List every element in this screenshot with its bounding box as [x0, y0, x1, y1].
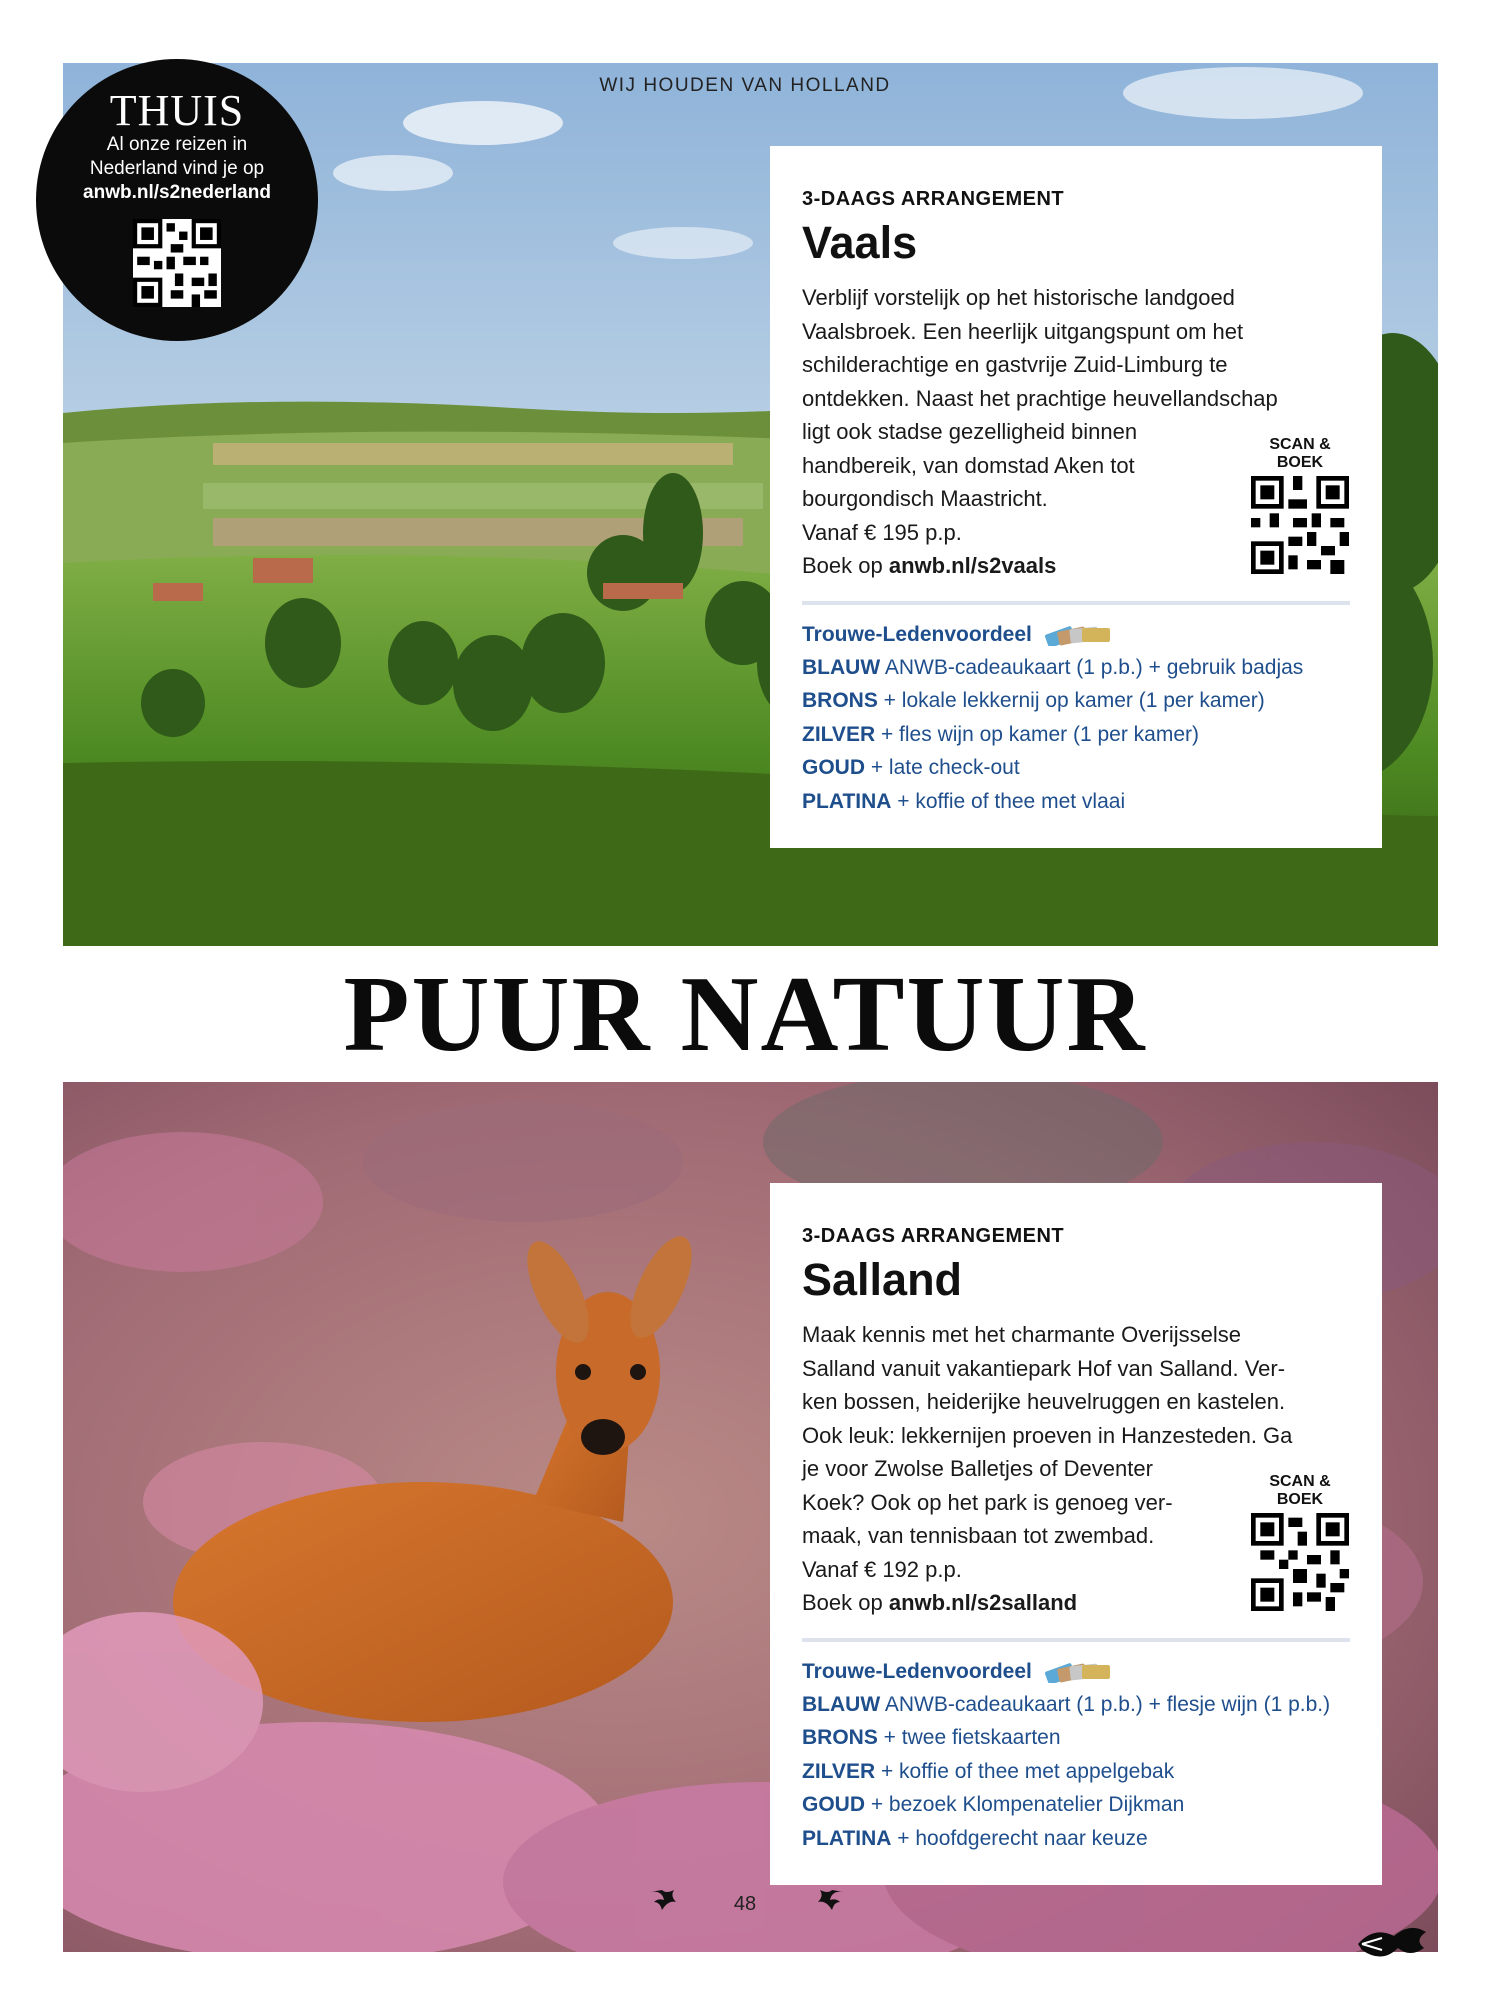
- offer-title: Vaals: [802, 217, 918, 268]
- badge-title: THUIS: [109, 86, 245, 135]
- perk-tier: BRONS: [802, 689, 878, 712]
- offer-body-line: je voor Zwolse Balletjes of Deventer: [802, 1456, 1153, 1481]
- perk-tier: ZILVER: [802, 1759, 876, 1783]
- perk-row: [802, 751, 1350, 785]
- perk-tier: GOUD: [802, 1793, 865, 1816]
- offer-body-line: Ook leuk: lekkernijen proeven in Hanzesteden. Ga: [802, 1422, 1293, 1448]
- perks-title: [802, 619, 1350, 651]
- perk-text: + hoofdgerecht naar keuze: [891, 1826, 1148, 1850]
- offer-body-line: handbereik, van domstad Aken tot: [802, 452, 1135, 478]
- perks-title-text: Trouwe-Ledenvoordeel: [802, 1659, 1032, 1683]
- offer-card-vaals: [770, 146, 1382, 848]
- badge-line-1: Al onze reizen in: [106, 134, 248, 155]
- offer-body-line: Verblijf vorstelijk op het historische landgoed: [802, 285, 1235, 310]
- perk-text: ANWB-cadeaukaart (1 p.b.) + flesje wijn (1 p.b.): [880, 1692, 1331, 1716]
- scan-label-1: SCAN &: [1269, 436, 1331, 453]
- perk-text: ANWB-cadeaukaart (1 p.b.) + gebruik badjas: [880, 655, 1304, 679]
- perk-tier: BLAUW: [802, 655, 881, 679]
- perk-tier: PLATINA: [802, 1826, 892, 1850]
- offer-body-line: ontdekken. Naast het prachtige heuvellandschap: [802, 385, 1278, 411]
- scan-and-book[interactable]: [1250, 1473, 1350, 1616]
- scan-label-1: SCAN &: [1269, 1473, 1331, 1490]
- page-headline: PUUR NATUUR: [343, 955, 1147, 1074]
- qr-code-icon[interactable]: [1251, 476, 1349, 574]
- qr-code-icon[interactable]: [133, 219, 221, 307]
- scan-and-book[interactable]: [1250, 436, 1350, 579]
- scan-label-2: BOEK: [1276, 454, 1324, 471]
- offer-body-line: ken bossen, heiderijke heuvelruggen en kastelen.: [802, 1389, 1286, 1414]
- offer-body-line: Salland vanuit vakantiepark Hof van Salland. Ver-: [802, 1355, 1286, 1381]
- perk-row: [802, 651, 1350, 685]
- book-url-link[interactable]: anwb.nl/s2vaals: [888, 553, 1057, 578]
- offer-title: Salland: [802, 1254, 963, 1305]
- offer-body-line: maak, van tennisbaan tot zwembad.: [802, 1523, 1155, 1548]
- perks-title-text: Trouwe-Ledenvoordeel: [802, 622, 1032, 646]
- perk-text: + twee fietskaarten: [877, 1726, 1061, 1749]
- perk-tier: PLATINA: [802, 789, 892, 813]
- member-cards-icon: [1044, 624, 1114, 646]
- perk-tier: BLAUW: [802, 1692, 881, 1716]
- divider: [802, 1638, 1350, 1642]
- perk-text: + koffie of thee met appelgebak: [875, 1759, 1175, 1783]
- book-url-link[interactable]: anwb.nl/s2salland: [888, 1590, 1078, 1615]
- offer-body-line: ligt ook stadse gezelligheid binnen: [802, 419, 1138, 444]
- perk-row: [802, 1688, 1350, 1722]
- section-label: WIJ HOUDEN VAN HOLLAND: [599, 75, 891, 96]
- badge-line-2: Nederland vind je op: [89, 158, 265, 179]
- offer-kicker: 3-DAAGS ARRANGEMENT: [802, 188, 1065, 210]
- page-turn-ornament-icon[interactable]: [1354, 1918, 1430, 1970]
- perk-text: + late check-out: [865, 756, 1020, 779]
- offer-price: Vanaf € 192 p.p.: [802, 1556, 962, 1582]
- scan-label-2: BOEK: [1276, 1491, 1324, 1508]
- book-prefix: Boek op: [802, 553, 889, 578]
- perk-tier: GOUD: [802, 756, 865, 779]
- perk-tier: ZILVER: [802, 722, 876, 746]
- divider: [802, 601, 1350, 605]
- qr-code-icon[interactable]: [1251, 1513, 1349, 1611]
- offer-body-line: Vaalsbroek. Een heerlijk uitgangspunt om het: [802, 318, 1244, 344]
- perk-row: [802, 1788, 1350, 1822]
- thuis-badge[interactable]: [36, 59, 318, 341]
- perk-row: [802, 1822, 1350, 1856]
- badge-url-link[interactable]: anwb.nl/s2nederland: [83, 182, 271, 203]
- offer-kicker: 3-DAAGS ARRANGEMENT: [802, 1225, 1065, 1247]
- perk-text: + bezoek Klompenatelier Dijkman: [865, 1793, 1185, 1816]
- offer-body-line: Koek? Ook op het park is genoeg ver-: [802, 1489, 1173, 1515]
- perk-text: + fles wijn op kamer (1 per kamer): [875, 722, 1199, 746]
- perk-text: + lokale lekkernij op kamer (1 per kamer): [877, 689, 1265, 712]
- member-cards-icon: [1044, 1661, 1114, 1683]
- perk-row: [802, 1755, 1350, 1789]
- offer-body-line: schilderachtige en gastvrije Zuid-Limburg te: [802, 352, 1228, 377]
- offer-body-line: Maak kennis met het charmante Overijsselse: [802, 1322, 1241, 1347]
- perk-row: [802, 1721, 1350, 1755]
- perks-title: [802, 1656, 1350, 1688]
- offer-body-line: bourgondisch Maastricht.: [802, 486, 1048, 511]
- perk-row: [802, 785, 1350, 819]
- offer-card-salland: [770, 1183, 1382, 1885]
- perk-row: [802, 684, 1350, 718]
- offer-price: Vanaf € 195 p.p.: [802, 519, 962, 545]
- leaf-ornament-icon: [816, 1888, 846, 1914]
- perk-row: [802, 718, 1350, 752]
- perk-text: + koffie of thee met vlaai: [891, 789, 1126, 813]
- perk-tier: BRONS: [802, 1726, 878, 1749]
- book-prefix: Boek op: [802, 1590, 889, 1615]
- page-number: 48: [733, 1893, 757, 1915]
